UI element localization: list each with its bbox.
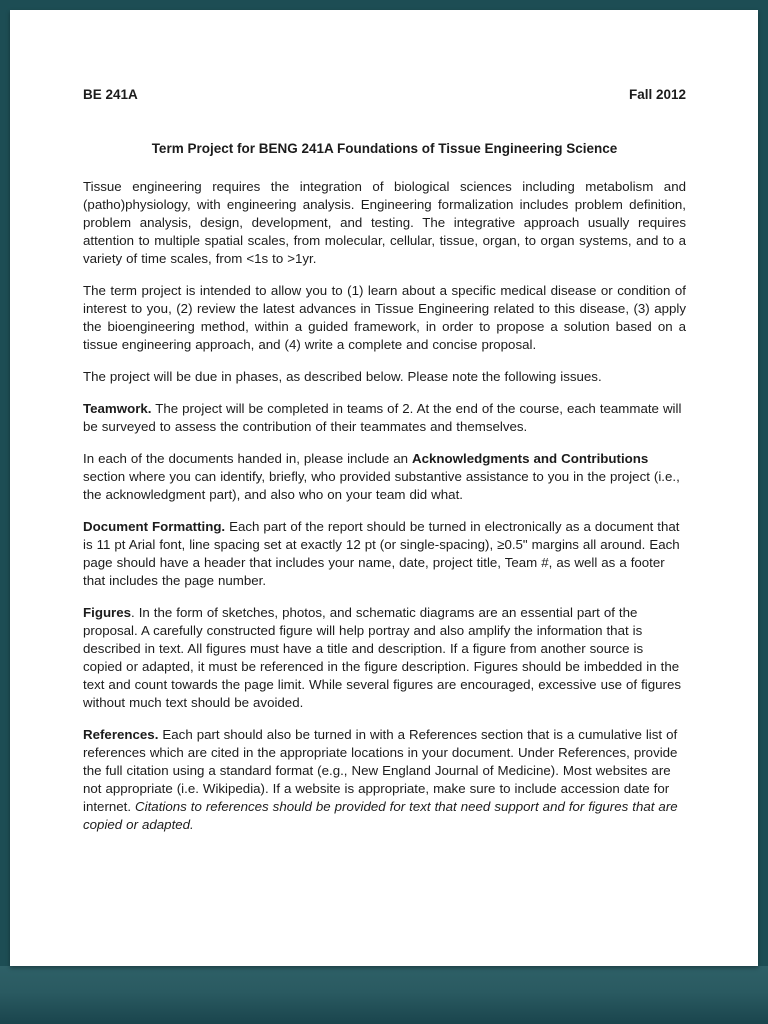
paragraph-references	[83, 726, 686, 834]
paragraph-formatting	[83, 518, 686, 590]
paragraph-teamwork	[83, 400, 686, 436]
references-body: Each part should also be turned in with a References section that is a cumulative list of references which are cited in the appropriate locations in your document. Under References, provide the full citation using a standard format (e.g., New England Journal of Medicine). Most websites are not appropriate (i.e. Wikipedia). If a website is appropriate, make sure to include accession date for internet.	[83, 727, 678, 814]
paragraph-figures	[83, 604, 686, 712]
paragraph-phases: The project will be due in phases, as described below. Please note the following issues.	[83, 369, 602, 384]
references-heading: References.	[83, 727, 159, 742]
teamwork-body: The project will be completed in teams of 2. At the end of the course, each teammate will be surveyed to assess the contribution of their teammates and themselves.	[83, 401, 682, 434]
acknowledgments-body: section where you can identify, briefly, who provided substantive assistance to you in the project (i.e., the acknowledgment part), and also who on your team did what.	[83, 469, 680, 502]
page-header	[83, 86, 686, 104]
term-label: Fall 2012	[628, 87, 686, 102]
paragraph-acknowledgments	[83, 450, 686, 504]
acknowledgments-heading: Acknowledgments and Contributions	[412, 451, 649, 466]
course-code: BE 241A	[83, 87, 138, 102]
references-italic-note: Citations to references should be provided for text that need support and for figures that are copied or adapted.	[83, 799, 678, 832]
figures-body: . In the form of sketches, photos, and schematic diagrams are an essential part of the proposal. A carefully constructed figure will help portray and also amplify the information that is described in text. All figures must have a title and description. If a figure from another source is copied or adapted, it must be referenced in the figure description. Figures should be imbedded in the text and count towards the page limit. While several figures are encouraged, excessive use of figures without much text should be avoided.	[83, 605, 682, 710]
paragraph-term-project: The term project is intended to allow you to (1) learn about a specific medical disease or condition of interest to you, (2) review the latest advances in Tissue Engineering related to this disease, (3) apply the bioengineering method, within a guided framework, in order to propose a solution based on a tissue engineering approach, and (4) write a complete and concise proposal.	[83, 283, 686, 352]
viewer-background-gap	[0, 966, 768, 1024]
formatting-body: Each part of the report should be turned in electronically as a document that is 11 pt Arial font, line spacing set at exactly 12 pt (or single-spacing), ≥0.5" margins all around. Each page should have a header that includes your name, date, project title, Team #, as well as a footer that includes the page number.	[83, 519, 680, 588]
document-title: Term Project for BENG 241A Foundations of Tissue Engineering Science	[151, 141, 618, 156]
figures-heading: Figures	[83, 605, 132, 620]
acknowledgments-pre: In each of the documents handed in, please include an	[83, 451, 413, 466]
formatting-heading: Document Formatting.	[83, 519, 226, 534]
teamwork-heading: Teamwork.	[83, 401, 152, 416]
paragraph-intro: Tissue engineering requires the integration of biological sciences including metabolism and (patho)physiology, with engineering analysis. Engineering formalization includes problem definition, problem analysis, design, development, and testing. The integrative approach usually requires attention to multiple spatial scales, from molecular, cellular, tissue, organ, to organ systems, and to a variety of time scales, from <1s to >1yr.	[83, 179, 686, 266]
document-page	[10, 10, 758, 966]
